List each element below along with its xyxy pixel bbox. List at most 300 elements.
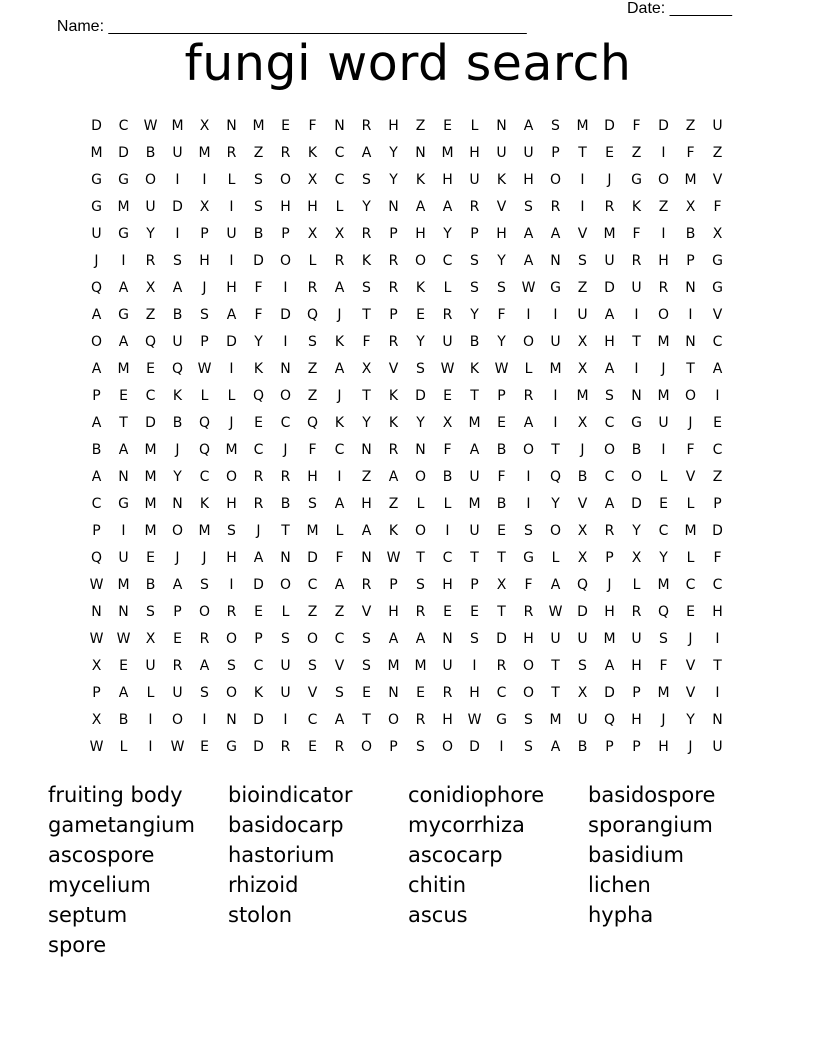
grid-letter: Y — [497, 333, 506, 350]
grid-letter: G — [118, 225, 129, 242]
grid-letter: R — [631, 603, 642, 620]
grid-letter: M — [198, 144, 211, 161]
grid-letter: U — [658, 414, 669, 431]
grid-letter: P — [713, 495, 722, 512]
grid-letter: E — [146, 360, 155, 377]
grid-letter: C — [334, 144, 345, 161]
grid-letter: N — [415, 441, 426, 458]
grid-letter: Y — [443, 225, 452, 242]
grid-letter: B — [577, 738, 588, 755]
grid-letter: R — [361, 117, 372, 134]
grid-letter: B — [280, 495, 291, 512]
grid-letter: K — [253, 360, 264, 377]
grid-letter: V — [577, 495, 588, 512]
grid-letter: F — [524, 576, 533, 593]
grid-letter: J — [337, 387, 342, 404]
grid-letter: W — [494, 360, 509, 377]
grid-letter: F — [335, 549, 344, 566]
grid-letter: M — [414, 657, 427, 674]
grid-letter: I — [121, 522, 126, 539]
grid-letter: Y — [146, 225, 155, 242]
grid-letter: S — [308, 495, 317, 512]
word-list-item: spore — [48, 933, 107, 957]
grid-letter: P — [389, 306, 398, 323]
word-list-item: gametangium — [48, 813, 195, 837]
grid-letter: D — [226, 333, 237, 350]
grid-letter: C — [712, 576, 723, 593]
grid-letter: A — [361, 522, 372, 539]
grid-letter: O — [279, 576, 292, 593]
grid-letter: U — [118, 549, 129, 566]
grid-letter: V — [496, 198, 507, 215]
grid-letter: B — [685, 225, 696, 242]
grid-letter: Z — [334, 603, 345, 620]
grid-letter: F — [308, 117, 317, 134]
word-list-item: chitin — [408, 873, 467, 897]
grid-letter: T — [497, 603, 506, 620]
grid-letter: Z — [253, 144, 264, 161]
grid-row — [83, 490, 731, 517]
grid-letter: J — [283, 441, 288, 458]
grid-letter: A — [118, 441, 129, 458]
grid-letter: B — [442, 468, 453, 485]
grid-letter: E — [146, 549, 155, 566]
grid-letter: S — [470, 279, 479, 296]
grid-letter: L — [551, 549, 560, 566]
grid-letter: Z — [307, 360, 318, 377]
grid-letter: S — [173, 252, 182, 269]
grid-letter: A — [172, 576, 183, 593]
grid-letter: O — [522, 441, 535, 458]
grid-letter: F — [362, 333, 371, 350]
grid-letter: B — [145, 144, 156, 161]
grid-letter: M — [387, 657, 400, 674]
grid-letter: A — [334, 711, 345, 728]
grid-letter: R — [361, 225, 372, 242]
grid-letter: I — [580, 171, 585, 188]
grid-letter: X — [91, 657, 102, 674]
grid-letter: O — [657, 306, 670, 323]
word-list-item: basidium — [588, 843, 684, 867]
grid-letter: Y — [254, 333, 263, 350]
grid-letter: T — [551, 684, 560, 701]
grid-letter: N — [280, 360, 291, 377]
grid-letter: R — [226, 603, 237, 620]
grid-row — [83, 409, 731, 436]
grid-letter: R — [442, 684, 453, 701]
grid-letter: L — [335, 198, 344, 215]
grid-letter: G — [118, 306, 129, 323]
grid-letter: T — [686, 360, 695, 377]
grid-letter: B — [496, 495, 507, 512]
grid-letter: O — [171, 711, 184, 728]
grid-letter: E — [497, 522, 506, 539]
grid-letter: A — [118, 279, 129, 296]
word-list-item: sporangium — [588, 813, 713, 837]
grid-letter: G — [550, 279, 561, 296]
grid-letter: A — [415, 630, 426, 647]
grid-letter: M — [117, 576, 130, 593]
grid-letter: L — [470, 117, 479, 134]
grid-letter: Y — [632, 522, 641, 539]
grid-letter: P — [389, 576, 398, 593]
grid-letter: E — [119, 387, 128, 404]
grid-letter: H — [415, 225, 426, 242]
grid-letter: N — [550, 252, 561, 269]
grid-letter: V — [388, 360, 399, 377]
grid-letter: U — [604, 252, 615, 269]
grid-letter: H — [280, 198, 291, 215]
grid-letter: Z — [712, 468, 723, 485]
grid-letter: D — [118, 144, 129, 161]
grid-letter: F — [254, 279, 263, 296]
grid-letter: K — [415, 171, 426, 188]
grid-letter: F — [308, 441, 317, 458]
grid-letter: K — [469, 360, 480, 377]
grid-letter: O — [279, 387, 292, 404]
grid-letter: R — [280, 144, 291, 161]
grid-letter: R — [172, 657, 183, 674]
grid-letter: U — [280, 684, 291, 701]
grid-letter: M — [657, 387, 670, 404]
grid-letter: A — [118, 333, 129, 350]
grid-letter: A — [604, 657, 615, 674]
grid-letter: R — [145, 252, 156, 269]
grid-letter: P — [200, 333, 209, 350]
grid-letter: M — [603, 225, 616, 242]
grid-row — [83, 652, 731, 679]
grid-letter: I — [337, 468, 342, 485]
grid-letter: U — [577, 630, 588, 647]
grid-letter: S — [470, 252, 479, 269]
grid-letter: I — [553, 414, 558, 431]
grid-letter: A — [712, 360, 723, 377]
grid-letter: L — [659, 468, 668, 485]
grid-letter: R — [523, 603, 534, 620]
name-field-line: Name: _______________________________________________ — [56, 18, 527, 35]
grid-letter: X — [307, 225, 318, 242]
grid-letter: K — [496, 171, 507, 188]
grid-letter: D — [145, 414, 156, 431]
grid-letter: Q — [90, 279, 103, 296]
grid-letter: M — [225, 441, 238, 458]
grid-letter: M — [576, 117, 589, 134]
grid-letter: C — [280, 414, 291, 431]
grid-letter: C — [496, 684, 507, 701]
grid-letter: C — [685, 576, 696, 593]
grid-letter: O — [387, 711, 400, 728]
word-list-item: conidiophore — [408, 783, 545, 807]
grid-letter: Q — [576, 576, 589, 593]
grid-letter: C — [712, 441, 723, 458]
grid-letter: V — [712, 171, 723, 188]
grid-row — [83, 382, 731, 409]
grid-letter: N — [415, 144, 426, 161]
word-list-item: rhizoid — [228, 873, 299, 897]
grid-letter: V — [685, 468, 696, 485]
grid-letter: Q — [90, 549, 103, 566]
grid-letter: I — [688, 306, 693, 323]
grid-row — [83, 706, 731, 733]
grid-letter: Y — [497, 252, 506, 269]
grid-letter: G — [631, 171, 642, 188]
grid-letter: L — [119, 738, 128, 755]
grid-letter: L — [281, 603, 290, 620]
grid-letter: D — [469, 738, 480, 755]
grid-letter: T — [470, 549, 479, 566]
grid-letter: C — [334, 171, 345, 188]
grid-letter: V — [361, 603, 372, 620]
grid-letter: W — [116, 630, 131, 647]
grid-letter: R — [496, 657, 507, 674]
grid-letter: M — [90, 144, 103, 161]
grid-letter: I — [229, 576, 234, 593]
grid-letter: N — [712, 711, 723, 728]
grid-letter: L — [146, 684, 155, 701]
grid-letter: A — [118, 684, 129, 701]
grid-letter: P — [254, 630, 263, 647]
grid-letter: S — [470, 630, 479, 647]
grid-letter: H — [658, 738, 669, 755]
grid-letter: Q — [657, 603, 670, 620]
grid-letter: E — [686, 603, 695, 620]
grid-letter: I — [580, 198, 585, 215]
grid-letter: H — [469, 684, 480, 701]
grid-letter: O — [522, 657, 535, 674]
grid-letter: W — [548, 603, 563, 620]
grid-letter: L — [686, 495, 695, 512]
grid-letter: M — [657, 576, 670, 593]
grid-letter: A — [388, 630, 399, 647]
page-title: fungi word search — [184, 35, 632, 92]
grid-letter: O — [171, 522, 184, 539]
word-list-item: stolon — [228, 903, 293, 927]
grid-letter: T — [470, 387, 479, 404]
grid-letter: S — [416, 738, 425, 755]
grid-letter: O — [441, 738, 454, 755]
grid-letter: Q — [549, 468, 562, 485]
grid-letter: X — [307, 171, 318, 188]
grid-letter: Y — [389, 171, 398, 188]
grid-letter: S — [362, 630, 371, 647]
grid-letter: M — [468, 414, 481, 431]
grid-letter: H — [631, 657, 642, 674]
grid-letter: X — [577, 414, 588, 431]
grid-letter: H — [307, 468, 318, 485]
grid-letter: F — [497, 468, 506, 485]
grid-letter: P — [470, 225, 479, 242]
grid-letter: C — [307, 576, 318, 593]
grid-letter: M — [603, 630, 616, 647]
grid-letter: N — [91, 603, 102, 620]
grid-letter: Y — [362, 414, 371, 431]
grid-letter: J — [202, 279, 207, 296]
grid-letter: I — [715, 630, 720, 647]
grid-letter: M — [144, 441, 157, 458]
grid-letter: C — [91, 495, 102, 512]
grid-letter: C — [604, 468, 615, 485]
grid-letter: W — [386, 549, 401, 566]
grid-letter: U — [577, 711, 588, 728]
grid-letter: G — [91, 171, 102, 188]
grid-letter: S — [416, 360, 425, 377]
grid-letter: R — [658, 279, 669, 296]
grid-letter: Y — [686, 711, 695, 728]
grid-letter: Y — [416, 333, 425, 350]
grid-letter: Q — [198, 414, 211, 431]
grid-letter: J — [688, 630, 693, 647]
grid-letter: X — [685, 198, 696, 215]
grid-letter: R — [523, 387, 534, 404]
grid-letter: M — [171, 117, 184, 134]
grid-letter: U — [442, 657, 453, 674]
grid-letter: Y — [470, 306, 479, 323]
word-list-item: ascospore — [48, 843, 155, 867]
grid-letter: Q — [171, 360, 184, 377]
grid-letter: X — [199, 198, 210, 215]
grid-row — [83, 463, 731, 490]
grid-letter: A — [442, 198, 453, 215]
grid-letter: A — [523, 252, 534, 269]
grid-letter: I — [526, 468, 531, 485]
grid-letter: S — [254, 171, 263, 188]
grid-letter: T — [362, 711, 371, 728]
word-list — [48, 780, 768, 960]
grid-letter: H — [388, 117, 399, 134]
grid-row — [83, 355, 731, 382]
grid-letter: A — [604, 306, 615, 323]
grid-letter: U — [172, 144, 183, 161]
grid-letter: Z — [685, 117, 696, 134]
grid-letter: M — [549, 711, 562, 728]
grid-letter: Y — [659, 549, 668, 566]
grid-letter: M — [441, 144, 454, 161]
grid-letter: S — [362, 657, 371, 674]
grid-letter: R — [388, 333, 399, 350]
grid-letter: B — [253, 225, 264, 242]
grid-letter: I — [526, 495, 531, 512]
grid-letter: U — [523, 144, 534, 161]
grid-letter: J — [229, 414, 234, 431]
grid-letter: S — [659, 630, 668, 647]
grid-letter: A — [172, 279, 183, 296]
grid-letter: G — [712, 252, 723, 269]
grid-letter: X — [496, 576, 507, 593]
grid-letter: C — [253, 657, 264, 674]
grid-letter: A — [523, 225, 534, 242]
grid-letter: X — [199, 117, 210, 134]
grid-letter: Y — [362, 198, 371, 215]
grid-letter: Z — [577, 279, 588, 296]
grid-letter: R — [253, 468, 264, 485]
grid-letter: F — [713, 198, 722, 215]
grid-letter: M — [198, 522, 211, 539]
grid-letter: B — [91, 441, 102, 458]
grid-letter: A — [550, 738, 561, 755]
word-list-item: mycorrhiza — [408, 813, 525, 837]
grid-letter: U — [145, 198, 156, 215]
grid-row — [83, 193, 731, 220]
grid-letter: H — [523, 630, 534, 647]
grid-letter: P — [551, 144, 560, 161]
grid-letter: Y — [551, 495, 560, 512]
grid-letter: O — [657, 171, 670, 188]
grid-letter: X — [334, 225, 345, 242]
grid-letter: B — [469, 333, 480, 350]
grid-letter: A — [91, 414, 102, 431]
grid-letter: G — [631, 414, 642, 431]
grid-letter: S — [578, 252, 587, 269]
grid-letter: R — [631, 252, 642, 269]
grid-letter: A — [469, 441, 480, 458]
grid-letter: F — [686, 144, 695, 161]
grid-letter: L — [443, 495, 452, 512]
grid-letter: S — [524, 522, 533, 539]
grid-letter: Z — [307, 387, 318, 404]
grid-letter: O — [279, 171, 292, 188]
grid-letter: X — [577, 333, 588, 350]
grid-letter: O — [549, 522, 562, 539]
grid-letter: N — [226, 117, 237, 134]
grid-letter: D — [307, 549, 318, 566]
grid-letter: M — [657, 333, 670, 350]
grid-letter: L — [227, 171, 236, 188]
grid-letter: Q — [306, 306, 319, 323]
grid-letter: S — [200, 306, 209, 323]
grid-letter: G — [712, 279, 723, 296]
grid-letter: O — [306, 630, 319, 647]
grid-letter: O — [279, 252, 292, 269]
grid-letter: S — [524, 738, 533, 755]
grid-letter: M — [144, 522, 157, 539]
grid-letter: J — [202, 549, 207, 566]
grid-letter: M — [468, 495, 481, 512]
grid-letter: E — [443, 603, 452, 620]
grid-letter: U — [496, 144, 507, 161]
grid-letter: D — [577, 603, 588, 620]
word-list-item: basidospore — [588, 783, 716, 807]
grid-letter: R — [469, 198, 480, 215]
grid-letter: B — [145, 576, 156, 593]
word-list-item: bioindicator — [228, 783, 353, 807]
grid-letter: J — [256, 522, 261, 539]
letter-grid — [83, 112, 731, 760]
grid-letter: O — [414, 252, 427, 269]
grid-letter: S — [227, 657, 236, 674]
grid-letter: Z — [145, 306, 156, 323]
grid-letter: N — [118, 468, 129, 485]
grid-letter: N — [361, 549, 372, 566]
grid-letter: N — [388, 684, 399, 701]
word-list-item: lichen — [588, 873, 651, 897]
grid-letter: A — [334, 576, 345, 593]
grid-letter: A — [226, 306, 237, 323]
grid-letter: P — [632, 684, 641, 701]
grid-letter: K — [253, 684, 264, 701]
grid-letter: H — [442, 171, 453, 188]
grid-letter: P — [200, 225, 209, 242]
grid-letter: I — [499, 738, 504, 755]
grid-letter: F — [632, 117, 641, 134]
grid-letter: F — [497, 306, 506, 323]
grid-letter: A — [523, 117, 534, 134]
grid-letter: C — [253, 441, 264, 458]
grid-letter: U — [550, 630, 561, 647]
grid-letter: O — [684, 387, 697, 404]
grid-letter: N — [334, 117, 345, 134]
grid-letter: U — [469, 171, 480, 188]
grid-row — [83, 139, 731, 166]
